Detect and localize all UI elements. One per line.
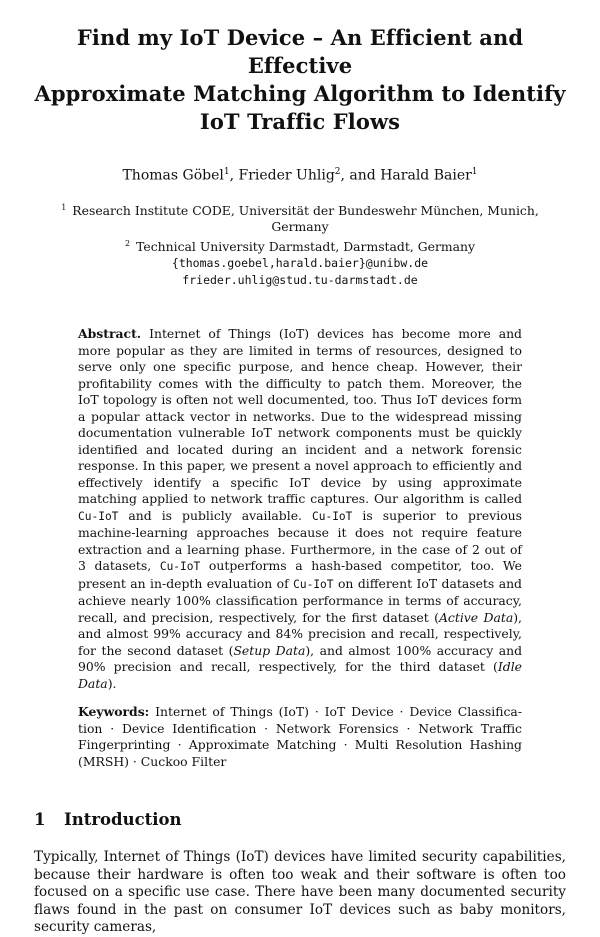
abstract-text: ), and almost 100% accuracy and 90% precision and recall, respectively, for the third dataset ( <box>78 642 522 675</box>
section-heading <box>34 810 566 829</box>
affiliation-number: 1 <box>61 202 67 212</box>
author-affil-marker: 2 <box>334 167 341 177</box>
keywords-text: Internet of Things (IoT) · IoT Device · Device Classification · Device Identification · Network Forensics · Network Traffic Fingerprinting · Approximate Matching · Multi Resolution Hashing (MRSH) · Cuckoo Filter <box>78 704 522 769</box>
author-list <box>34 162 566 186</box>
abstract-text: on different IoT datasets and achieve nearly 100% classification performance in terms of accuracy, recall, and precision, respectively, for the first dataset ( <box>78 575 522 625</box>
author-separator: , and <box>340 167 381 184</box>
algorithm-name: Cu-IoT <box>78 509 119 523</box>
abstract-label: Abstract. <box>78 326 142 342</box>
section-number: 1 <box>34 810 46 830</box>
affiliation-1 <box>34 200 566 236</box>
author-name: Harald Baier <box>380 167 472 184</box>
intro-paragraph: Typically, Internet of Things (IoT) devices have limited security capabilities, because their hardware is often too weak and their software is often too focused on a specific use case. There have been many documented security flaws found in the past on consumer IoT devices such as baby monitors, security cameras, <box>34 849 566 936</box>
title-line: Find my IoT Device – An Efficient and Effective <box>76 25 524 78</box>
abstract <box>78 326 522 692</box>
author-affil-marker: 1 <box>471 167 478 177</box>
dataset-name: Setup Data <box>233 642 306 658</box>
abstract-text: Internet of Things (IoT) devices has become more and more popular as they are limited in terms of resources, designed to serve only one specific purpose, and hence cheap. However, their profitability comes with the difficulty to patch them. Moreover, the IoT topology is often not well documented, too. Thus IoT devices form a popular attack vector in networks. Due to the widespread missing documentation vulnerable IoT network components must be quickly identified and located during an incident and a network forensic response. In this paper, we present a novel approach to efficiently and effectively identify a specific IoT device by using approximate matching applied to network traffic captures. Our algorithm is called <box>78 326 522 507</box>
affiliations <box>34 200 566 289</box>
section-title: Introduction <box>64 810 182 830</box>
author-name: Frieder Uhlig <box>238 167 335 184</box>
abstract-text: ), and almost 99% accuracy and 84% precision and recall, respectively, for the second dataset ( <box>78 609 522 658</box>
dataset-name: Idle Data <box>78 659 522 691</box>
affiliation-number: 2 <box>125 238 131 248</box>
affiliation-text: Research Institute CODE, Universität der Bundeswehr München, Munich, Germany <box>72 202 539 235</box>
title-line: Approximate Matching Algorithm to Identify <box>34 81 566 106</box>
paper-title <box>34 24 566 136</box>
author-affil-marker: 1 <box>223 167 230 177</box>
abstract-text: outperforms a hash-based competitor, too. We present an in-depth evaluation of <box>78 558 522 591</box>
abstract-text: is superior to previous machine-learning approaches because it does not require feature extraction and a learning phase. Furthermore, in the case of 2 out of 3 datasets, <box>78 507 522 574</box>
keywords <box>78 704 522 770</box>
email-line: frieder.uhlig@stud.tu-darmstadt.de <box>182 272 418 287</box>
paper-page <box>0 24 600 936</box>
author-separator: , <box>229 167 239 184</box>
affiliation-text: Technical University Darmstadt, Darmstadt, Germany <box>136 238 475 254</box>
author-name: Thomas Göbel <box>122 167 224 184</box>
affiliation-2 <box>34 236 566 256</box>
algorithm-name: Cu-IoT <box>159 560 201 574</box>
dataset-name: Active Data <box>438 609 514 625</box>
keywords-label: Keywords: <box>78 704 150 720</box>
algorithm-name: Cu-IoT <box>311 509 353 523</box>
abstract-text: and is publicly available. <box>118 507 312 523</box>
algorithm-name: Cu-IoT <box>293 577 334 591</box>
abstract-text: ). <box>107 675 117 691</box>
email-line: {thomas.goebel,harald.baier}@unibw.de <box>171 256 429 271</box>
title-line: IoT Traffic Flows <box>199 109 401 134</box>
